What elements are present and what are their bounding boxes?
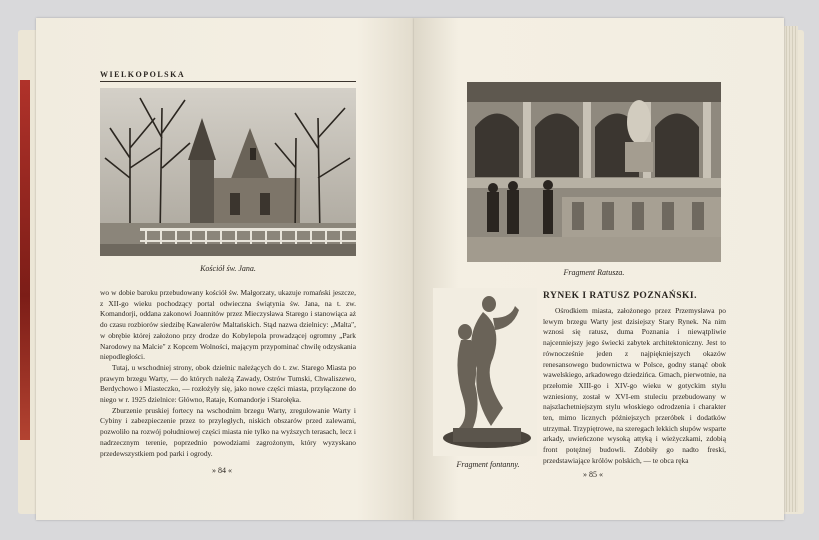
paragraph: Zburzenie pruskiej fortecy na wschodnim brzegu Warty, zregulowanie Warty i Cybiny i zabezpieczenie przez to przyległych, niskich obszarów przed zalewami, pozwoliło na rozwój południowej części miasta nie tylko na wyższych terasach, lecz i nadrzecznym terenie, poprzednio powodziami zagrożonym, który wyzyskano przedewszystkiem pod parki i ogrody. xyxy=(100,405,356,458)
page-number-right: » 85 « xyxy=(583,470,603,479)
cover-edge-red xyxy=(20,80,30,440)
church-caption: Kościół św. Jana. xyxy=(200,264,256,273)
left-body-text xyxy=(100,288,356,459)
page-edges xyxy=(784,26,798,512)
fountain-caption: Fragment fontanny. xyxy=(456,460,520,469)
paragraph: wo w dobie baroku przebudowany kościół św. Małgorzaty, ukazuje romański jeszcze, z XII-go wieku pochodzący portal odwieczna świątynia św. Jana, na t. zw. Komandorji, oddana zakonowi Joannitów przez Mieczysława Starego i stanowiąca aż do czasu rozbiorów siedzibę Kawalerów Maltańskich. Stąd nazwa dzielnicy: „Malta", w obrębie której założono przy drodze do Kobylepola prowadzącej ogromny „Park Narodowy na Malcie" z Kopcem Wolności, mającym przypominać chwilę odzyskania niepodległości. xyxy=(100,288,356,362)
town-hall-photo xyxy=(467,82,721,262)
right-body-text xyxy=(543,306,726,467)
section-heading: RYNEK I RATUSZ POZNAŃSKI. xyxy=(543,291,697,301)
paragraph: Ośrodkiem miasta, założonego przez Przemysława po lewym brzegu Warty jest dzisiejszy Stary Rynek. Na nim wznosi się ratusz, duma Poznania i niewątpliwie najcenniejszy jego świecki zabytek architektoniczny. Jest to równocześnie jeden z najpiękniejszych okazów renesansowego budownictwa w Polsce, godny stanąć obok wawelskiego, arkadowego dziedzińca. Gmach, pierwotnie, na przełomie XIII-go i XIV-go wieku w gotyckim stylu wzniesiony, został w XVI-em stuleciu przebudowany w najszlachetniejszym stylu włoskiego odrodzenia i charakter ten, mimo licznych późniejszych przeróbek i dodatków utrzymał. Trzypiętrowe, na szeregach lekkich słupów wsparte arkady, uwieńczone wysoką attyką i wieżyczkami, zdobią front potężnej budowli. Zdobiły go nadto freski, przedstawiające królów polskich, — te obca ręka xyxy=(543,306,726,465)
running-head: WIELKOPOLSKA xyxy=(100,70,186,79)
paragraph: Tutaj, u wschodniej strony, obok dzielnic należących do t. zw. Starego Miasta po prawym brzegu Warty, — do których należą Zawady, Ostrów Tumski, Chwaliszewo, Berdychowo i Miasteczko, — rozłożyły się, jako nowe części miasta, przyłączone do niego w r. 1925 dzielnice: Główno, Rataje, Komandorje i Starołęka. xyxy=(100,362,356,405)
church-photo xyxy=(100,88,356,256)
town-hall-caption: Fragment Ratusza. xyxy=(563,268,625,277)
header-rule xyxy=(100,81,356,82)
fountain-sculpture-photo xyxy=(433,288,537,456)
page-number-left: » 84 « xyxy=(212,466,232,475)
